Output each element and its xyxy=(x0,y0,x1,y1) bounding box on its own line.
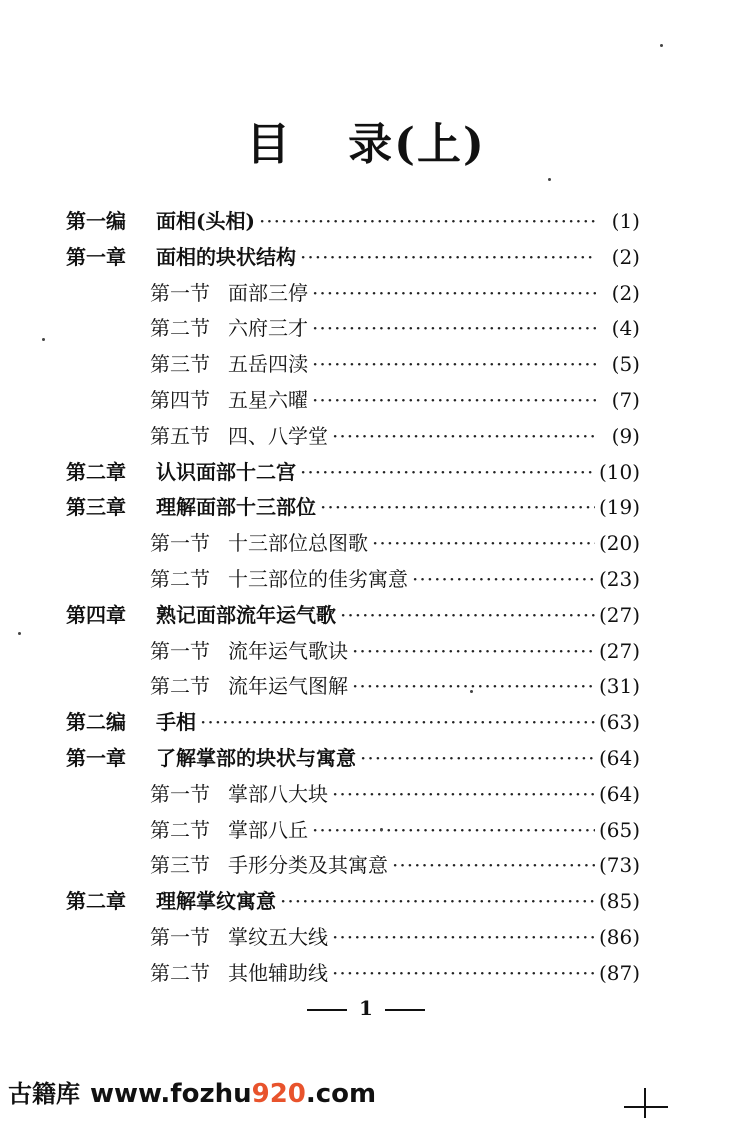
toc-entry-title: 掌部八丘 xyxy=(228,817,308,842)
toc-entry-label: 第四章 xyxy=(66,602,126,627)
toc-entry-label: 第一节 xyxy=(150,531,210,556)
toc-entry-label: 第三节 xyxy=(150,853,210,878)
toc-entry-label: 第二节 xyxy=(150,960,210,985)
toc-entry-chapter xyxy=(66,455,640,489)
toc-entry-chapter xyxy=(66,705,640,739)
toc-leader-dots xyxy=(332,777,595,811)
toc-entry-chapter xyxy=(66,204,640,238)
toc-entry-title: 面相的块状结构 xyxy=(156,244,296,269)
toc-leader-dots xyxy=(259,204,596,238)
toc-leader-dots xyxy=(312,311,596,345)
toc-entry-section xyxy=(150,956,640,990)
toc-entry-label: 第一编 xyxy=(66,209,126,233)
toc-entry-page: (27) xyxy=(598,638,640,663)
toc-entry-title: 六府三才 xyxy=(228,316,308,341)
toc-entry-label: 第一节 xyxy=(150,781,210,806)
toc-leader-dots xyxy=(312,383,596,417)
footer-dash-left xyxy=(307,1009,347,1011)
crop-mark xyxy=(624,1088,668,1118)
toc-entry-label: 第一节 xyxy=(150,280,210,305)
toc-entry-section xyxy=(150,669,640,703)
toc-entry-label: 第一节 xyxy=(150,638,210,663)
toc-leader-dots xyxy=(200,705,595,739)
toc-leader-dots xyxy=(392,848,595,882)
toc-entry-section xyxy=(150,419,640,453)
toc-entry-page: (86) xyxy=(598,925,640,949)
page-number: 1 xyxy=(359,996,373,1020)
toc-entry-page: (19) xyxy=(598,495,640,520)
toc-entry-label: 第四节 xyxy=(150,388,210,412)
page-footer xyxy=(0,996,732,1020)
toc-entry-title: 流年运气图解 xyxy=(228,674,348,699)
toc-leader-dots xyxy=(312,276,596,310)
toc-entry-section xyxy=(150,848,640,882)
toc-entry-label: 第三节 xyxy=(150,352,210,377)
toc-entry-chapter xyxy=(66,741,640,775)
toc-entry-label: 第二节 xyxy=(150,316,210,341)
toc-leader-dots xyxy=(300,240,596,274)
toc-entry-page: (63) xyxy=(598,710,640,735)
toc-entry-label: 第二节 xyxy=(150,567,210,591)
page-title xyxy=(0,108,732,172)
toc-entry-chapter xyxy=(66,240,640,274)
toc-entry-chapter xyxy=(66,598,640,632)
toc-entry-page: (65) xyxy=(598,817,640,842)
toc-entry-section xyxy=(150,383,640,417)
toc-entry-page: (10) xyxy=(598,459,640,484)
toc-entry-label: 第五节 xyxy=(150,423,210,448)
toc-entry-label: 第一章 xyxy=(66,244,126,269)
toc-entry-title: 理解面部十三部位 xyxy=(156,495,316,520)
toc-entry-title: 理解掌纹寓意 xyxy=(156,889,276,914)
toc-entry-title: 四、八学堂 xyxy=(228,423,328,448)
toc-entry-page: (20) xyxy=(598,531,640,556)
toc-leader-dots xyxy=(300,455,595,489)
toc-entry-title: 熟记面部流年运气歌 xyxy=(156,602,336,627)
watermark-url-highlight: 920 xyxy=(251,1079,306,1109)
toc-entry-section xyxy=(150,920,640,954)
scan-speck xyxy=(548,178,551,181)
toc-entry-chapter xyxy=(66,490,640,524)
toc-entry-title: 认识面部十二宫 xyxy=(156,459,296,484)
toc-leader-dots xyxy=(360,741,595,775)
toc-leader-dots xyxy=(412,562,595,596)
toc-entry-page: (85) xyxy=(598,889,640,914)
toc-entry-section xyxy=(150,347,640,381)
page-title-rest: 录(上) xyxy=(348,119,486,170)
page-title-main: 目 xyxy=(246,119,293,170)
scan-speck xyxy=(18,632,21,635)
toc-entry-page: (2) xyxy=(611,244,640,269)
toc-entry-page: (87) xyxy=(598,960,640,985)
scan-speck xyxy=(660,44,663,47)
scan-speck xyxy=(380,828,383,831)
toc-entry-page: (4) xyxy=(611,316,640,341)
toc-entry-title: 流年运气歌诀 xyxy=(228,638,348,663)
watermark xyxy=(8,1074,376,1109)
toc-leader-dots xyxy=(352,669,595,703)
scan-speck xyxy=(470,690,473,693)
toc-entry-label: 第一节 xyxy=(150,925,210,949)
toc-entry-page: (2) xyxy=(611,280,640,305)
toc-entry-page: (31) xyxy=(598,674,640,699)
toc-entry-label: 第一章 xyxy=(66,746,126,770)
toc-entry-title: 手相 xyxy=(156,710,196,735)
toc-entry-page: (73) xyxy=(598,853,640,878)
toc-entry-page: (9) xyxy=(611,423,640,448)
watermark-url-suffix: .com xyxy=(305,1079,377,1109)
toc-leader-dots xyxy=(320,490,595,524)
toc-entry-title: 五岳四渎 xyxy=(228,352,308,377)
watermark-site-name: 古籍库 xyxy=(8,1080,80,1108)
toc-leader-dots xyxy=(332,956,595,990)
toc-entry-title: 掌部八大块 xyxy=(228,781,328,806)
toc-entry-page: (1) xyxy=(611,209,640,233)
toc-entry-label: 第二节 xyxy=(150,674,210,699)
toc-leader-dots xyxy=(312,347,596,381)
toc-leader-dots xyxy=(280,884,595,918)
toc-entry-label: 第三章 xyxy=(66,495,126,520)
toc-leader-dots xyxy=(352,634,595,668)
toc-entry-title: 掌纹五大线 xyxy=(228,925,328,949)
toc-entry-title: 其他辅助线 xyxy=(228,960,328,985)
toc-entry-label: 第二节 xyxy=(150,817,210,842)
footer-dash-right xyxy=(385,1009,425,1011)
scan-speck xyxy=(42,338,45,341)
toc-entry-title: 了解掌部的块状与寓意 xyxy=(156,746,356,770)
toc-leader-dots xyxy=(312,813,595,847)
toc-entry-page: (27) xyxy=(598,602,640,627)
toc-entry-title: 五星六曜 xyxy=(228,388,308,412)
toc-leader-dots xyxy=(332,920,595,954)
toc-entry-title: 面部三停 xyxy=(228,280,308,305)
toc-entry-title: 手形分类及其寓意 xyxy=(228,853,388,878)
toc-entry-label: 第二章 xyxy=(66,889,126,914)
toc-entry-section xyxy=(150,777,640,811)
toc-entry-section xyxy=(150,813,640,847)
toc-entry-title: 十三部位的佳劣寓意 xyxy=(228,567,408,591)
toc-entry-title: 十三部位总图歌 xyxy=(228,531,368,556)
watermark-url-prefix: www.fozhu xyxy=(90,1079,252,1109)
toc-entry-label: 第二编 xyxy=(66,710,126,735)
toc-entry-label: 第二章 xyxy=(66,459,126,484)
toc-leader-dots xyxy=(372,526,595,560)
toc-entry-page: (5) xyxy=(611,352,640,377)
toc-leader-dots xyxy=(340,598,595,632)
toc-entry-title: 面相(头相) xyxy=(156,209,255,233)
toc-entry-section xyxy=(150,526,640,560)
toc-entry-section xyxy=(150,634,640,668)
toc-entry-page: (64) xyxy=(598,781,640,806)
toc-entry-section xyxy=(150,311,640,345)
toc-entry-page: (7) xyxy=(611,388,640,412)
toc-entry-page: (64) xyxy=(598,746,640,770)
toc-entry-page: (23) xyxy=(598,567,640,591)
toc-entry-section xyxy=(150,276,640,310)
toc-leader-dots xyxy=(332,419,596,453)
toc-entry-section xyxy=(150,562,640,596)
toc-entry-chapter xyxy=(66,884,640,918)
